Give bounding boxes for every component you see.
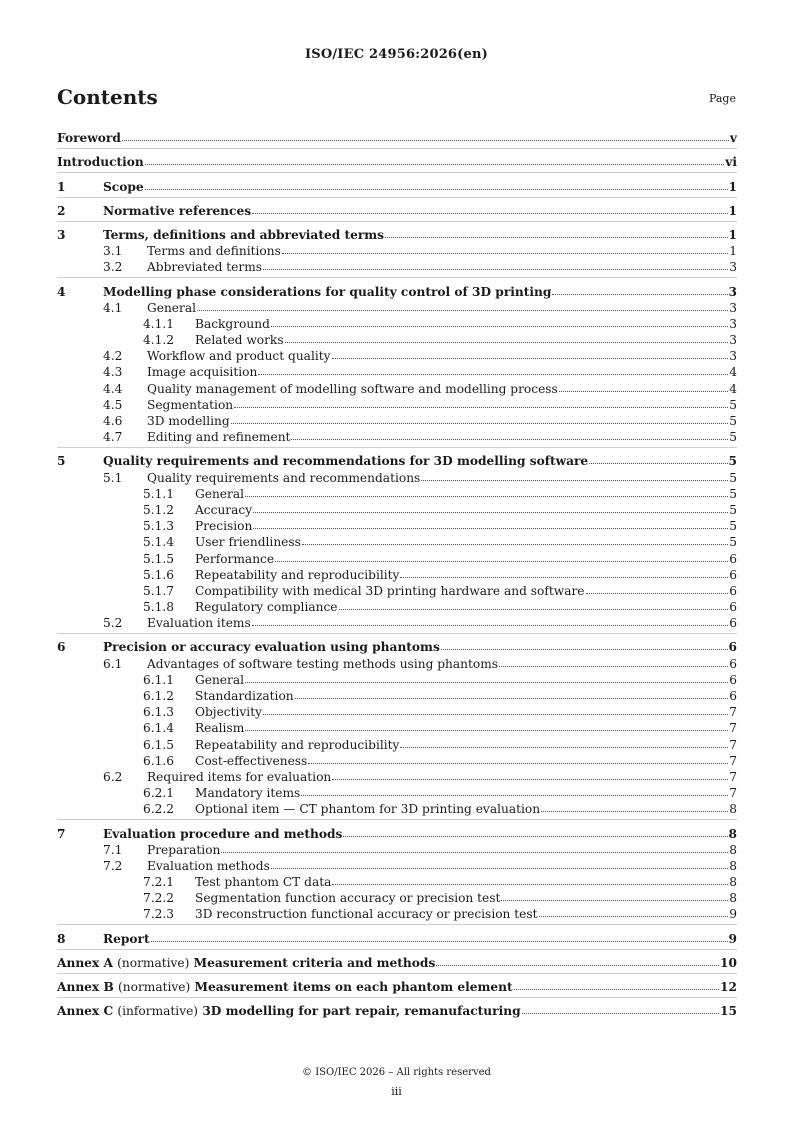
dot-leader xyxy=(308,763,728,764)
toc-entry-page: 6 xyxy=(729,672,737,687)
dot-leader xyxy=(151,941,728,942)
dot-leader xyxy=(559,391,728,392)
toc-entry-label: Optional item — CT phantom for 3D printing evaluation xyxy=(195,802,541,817)
dot-leader xyxy=(589,463,727,464)
toc-entry-page: 3 xyxy=(729,333,737,348)
toc-entry-page: 5 xyxy=(729,535,737,550)
dot-leader xyxy=(263,714,728,715)
toc-entry[interactable] xyxy=(57,468,737,484)
dot-leader xyxy=(234,407,728,408)
toc-entry-page: 6 xyxy=(728,640,737,655)
toc-entry[interactable] xyxy=(57,485,737,501)
toc-entry-page: 7 xyxy=(729,721,737,736)
toc-entry[interactable] xyxy=(57,582,737,598)
toc-entry-label: Mandatory items xyxy=(195,786,301,801)
dot-leader xyxy=(301,795,728,796)
dot-leader xyxy=(271,868,728,869)
toc-entry-label: Test phantom CT data xyxy=(195,875,332,890)
toc-entry-page: 4 xyxy=(729,365,737,380)
toc-entry[interactable] xyxy=(57,954,737,970)
toc-entry-page: 4 xyxy=(729,381,737,396)
page-title: Contents xyxy=(57,85,158,109)
toc-entry-label: Preparation xyxy=(147,842,221,857)
dot-leader xyxy=(282,253,728,254)
toc-entry-number: 5.1.7 xyxy=(143,583,175,598)
toc-entry-page: 8 xyxy=(729,842,737,857)
toc-entry[interactable] xyxy=(57,177,737,193)
toc-entry-page: 7 xyxy=(729,753,737,768)
toc-entry[interactable] xyxy=(57,638,737,654)
dot-leader xyxy=(245,730,728,731)
toc-entry-label: Compatibility with medical 3D printing hardware and software xyxy=(195,583,585,598)
annex-title: Measurement criteria and methods xyxy=(193,955,436,970)
section-divider xyxy=(57,148,737,149)
section-divider xyxy=(57,221,737,222)
annex-id: Annex B xyxy=(57,980,114,994)
toc-entry-page: 5 xyxy=(729,502,737,517)
toc-entry-number: 5.1.1 xyxy=(143,486,175,501)
toc-entry-number: 6.2.2 xyxy=(143,802,175,817)
toc-entry-label: 3D reconstruction functional accuracy or precision test xyxy=(195,907,538,922)
toc-entry-page: 7 xyxy=(729,705,737,720)
toc-entry[interactable] xyxy=(57,242,737,258)
dot-leader xyxy=(501,900,728,901)
toc-entry-page: 3 xyxy=(729,316,737,331)
dot-leader xyxy=(441,649,728,650)
annex-id: Annex C xyxy=(57,1004,114,1019)
toc-entry-label: Related works xyxy=(195,333,284,348)
dot-leader xyxy=(252,213,727,214)
toc-entry-number: 8 xyxy=(57,931,66,946)
annex-type: (normative) xyxy=(117,955,190,970)
toc-entry-page: v xyxy=(729,131,737,146)
section-divider xyxy=(57,924,737,925)
toc-entry-label: Background xyxy=(195,316,270,331)
toc-entry-page: 8 xyxy=(728,826,737,841)
toc-entry[interactable] xyxy=(57,501,737,517)
toc-entry-label: Evaluation procedure and methods xyxy=(103,826,343,841)
dot-leader xyxy=(400,747,728,748)
toc-entry[interactable] xyxy=(57,129,737,145)
toc-entry[interactable] xyxy=(57,258,737,274)
toc-entry-number: 6.1.3 xyxy=(143,705,175,720)
dot-leader xyxy=(275,561,728,562)
toc-entry-page: 1 xyxy=(728,203,737,218)
dot-leader xyxy=(258,374,728,375)
toc-entry-label: Realism xyxy=(195,721,245,736)
toc-entry-page: 3 xyxy=(729,260,737,275)
annex-type: (informative) xyxy=(117,1004,199,1019)
toc-entry-number: 5.1.8 xyxy=(143,600,175,615)
toc-entry-label: Report xyxy=(103,931,150,946)
toc-entry[interactable] xyxy=(57,452,737,468)
toc-entry-label xyxy=(57,980,513,994)
toc-entry[interactable] xyxy=(57,226,737,242)
toc-entry[interactable] xyxy=(57,412,737,428)
toc-entry-label: User friendliness xyxy=(195,535,301,550)
toc-entry-number: 6.1.2 xyxy=(143,689,175,703)
dot-leader xyxy=(197,310,728,311)
toc-entry-label: Advantages of software testing methods using phantoms xyxy=(147,656,499,671)
dot-leader xyxy=(231,423,729,424)
toc-entry-page: 3 xyxy=(729,349,737,364)
toc-entry-label: General xyxy=(195,486,244,501)
toc-entry-label: General xyxy=(195,672,244,687)
toc-entry[interactable] xyxy=(57,768,737,784)
dot-leader xyxy=(145,189,728,190)
toc-entry[interactable] xyxy=(57,857,737,873)
toc-entry-number: 6 xyxy=(57,640,66,655)
dot-leader xyxy=(245,682,728,683)
toc-entry-number: 7.2.1 xyxy=(143,875,175,890)
toc-entry-number: 4.6 xyxy=(103,414,123,428)
dot-leader xyxy=(221,852,728,853)
toc-entry[interactable] xyxy=(57,202,737,218)
toc-entry-page: 1 xyxy=(729,244,737,259)
toc-entry-page: 6 xyxy=(729,656,737,671)
section-divider xyxy=(57,172,737,173)
dot-leader xyxy=(541,811,728,812)
toc-entry-label: Repeatability and reproducibility xyxy=(195,737,400,752)
toc-entry-number: 3.1 xyxy=(103,244,123,259)
toc-entry-page: 5 xyxy=(729,519,737,534)
toc-entry[interactable] xyxy=(57,598,737,614)
toc-entry-page: 15 xyxy=(720,1004,737,1019)
dot-leader xyxy=(332,779,728,780)
toc-entry[interactable] xyxy=(57,800,737,816)
dot-leader xyxy=(499,666,728,667)
toc-entry-label: Quality management of modelling software and modelling process xyxy=(147,381,558,396)
toc-entry-page: 5 xyxy=(729,397,737,412)
toc-entry-label: Image acquisition xyxy=(147,365,258,380)
copyright-footer: © ISO/IEC 2026 – All rights reserved xyxy=(302,1067,491,1078)
toc-entry[interactable] xyxy=(57,614,737,630)
toc-entry-page: 10 xyxy=(720,955,737,970)
toc-entry[interactable] xyxy=(57,978,737,994)
toc-entry-number: 6.1.6 xyxy=(143,753,175,768)
dot-leader xyxy=(253,528,728,529)
toc-entry-label: Precision or accuracy evaluation using phantoms xyxy=(103,640,440,655)
toc-entry-page: 5 xyxy=(729,470,737,485)
toc-entry-label: Modelling phase considerations for quality control of 3D printing xyxy=(103,284,552,299)
toc-entry-label: Evaluation methods xyxy=(147,858,270,873)
toc-entry-number: 5 xyxy=(57,454,66,469)
toc-entry-number: 6.2.1 xyxy=(143,786,175,801)
toc-entry-number: 7.2 xyxy=(103,858,123,873)
dot-leader xyxy=(539,916,729,917)
toc-entry-label: Evaluation items xyxy=(147,616,251,631)
toc-entry-page: 7 xyxy=(729,737,737,752)
toc-entry-page: 3 xyxy=(728,284,737,299)
toc-entry-page: 9 xyxy=(729,907,737,922)
toc-entry-page: 5 xyxy=(729,430,737,445)
toc-entry-label: Accuracy xyxy=(195,502,253,517)
toc-entry-number: 1 xyxy=(57,179,66,194)
toc-entry-label: Quality requirements and recommendations xyxy=(147,470,421,485)
toc-entry-number: 3.2 xyxy=(103,260,123,275)
toc-entry[interactable] xyxy=(57,873,737,889)
toc-entry-number: 6.1.5 xyxy=(143,737,175,752)
annex-type: (normative) xyxy=(118,980,191,994)
toc-entry-page: 6 xyxy=(729,567,737,582)
toc-entry[interactable] xyxy=(57,299,737,315)
toc-entry-number: 6.2 xyxy=(103,769,123,784)
toc-entry[interactable] xyxy=(57,841,737,857)
toc-entry[interactable] xyxy=(57,347,737,363)
toc-entry-page: 12 xyxy=(720,980,737,994)
toc-entry-label: Foreword xyxy=(57,131,121,146)
toc-entry-page: 6 xyxy=(729,583,737,598)
dot-leader xyxy=(400,577,728,578)
toc-entry[interactable] xyxy=(57,153,737,169)
toc-entry-label: Segmentation function accuracy or precision test xyxy=(195,891,501,906)
dot-leader xyxy=(332,884,728,885)
toc-entry-page: vi xyxy=(725,155,737,170)
page-column-label: Page xyxy=(708,92,736,105)
toc-entry[interactable] xyxy=(57,824,737,840)
dot-leader xyxy=(552,294,727,295)
dot-leader xyxy=(302,544,728,545)
toc-entry[interactable] xyxy=(57,282,737,298)
toc-entry-page: 6 xyxy=(729,616,737,631)
toc-entry-label xyxy=(57,956,435,970)
toc-entry-label xyxy=(57,1004,521,1018)
toc-entry-label: Editing and refinement xyxy=(147,430,291,445)
toc-entry-label: Scope xyxy=(103,179,144,194)
toc-entry-number: 5.1.4 xyxy=(143,535,175,550)
toc-entry-label: Abbreviated terms xyxy=(147,260,263,275)
toc-entry-number: 5.1.5 xyxy=(143,551,175,566)
toc-entry-number: 3 xyxy=(57,227,66,242)
page-number: iii xyxy=(391,1085,402,1098)
toc-entry-page: 8 xyxy=(729,891,737,906)
section-divider xyxy=(57,447,737,448)
toc-entry[interactable] xyxy=(57,889,737,905)
toc-entry-number: 5.1.2 xyxy=(143,502,175,517)
toc-entry-number: 4.2 xyxy=(103,349,123,364)
annex-id: Annex A xyxy=(57,955,113,970)
section-divider xyxy=(57,197,737,198)
dot-leader xyxy=(295,698,729,699)
toc-entry-page: 9 xyxy=(728,931,737,946)
toc-entry[interactable] xyxy=(57,654,737,670)
dot-leader xyxy=(522,1013,719,1014)
toc-entry-number: 5.2 xyxy=(103,616,123,631)
toc-entry-number: 7.1 xyxy=(103,842,123,857)
section-divider xyxy=(57,949,737,950)
dot-leader xyxy=(339,609,729,610)
toc-entry-label: Performance xyxy=(195,551,275,566)
toc-entry-label: Segmentation xyxy=(147,397,234,412)
dot-leader xyxy=(285,342,729,343)
toc-entry-page: 5 xyxy=(728,454,737,469)
toc-entry[interactable] xyxy=(57,929,737,945)
toc-entry-page: 8 xyxy=(729,875,737,890)
toc-entry-number: 2 xyxy=(57,203,66,218)
section-divider xyxy=(57,819,737,820)
toc-entry-page: 6 xyxy=(729,551,737,566)
annex-title: 3D modelling for part repair, remanufacturing xyxy=(202,1004,521,1019)
toc-entry-label: Introduction xyxy=(57,155,144,170)
dot-leader xyxy=(332,358,729,359)
toc-entry-number: 4.1 xyxy=(103,300,123,315)
toc-entry-number: 4.3 xyxy=(103,365,123,380)
toc-entry-number: 4 xyxy=(57,284,66,299)
toc-entry-number: 4.1.1 xyxy=(143,316,175,331)
toc-entry-number: 5.1 xyxy=(103,470,123,485)
toc-entry[interactable] xyxy=(57,396,737,412)
document-header: ISO/IEC 24956:2026(en) xyxy=(304,47,489,62)
section-divider xyxy=(57,277,737,278)
toc-entry[interactable] xyxy=(57,905,737,921)
toc-entry-page: 8 xyxy=(729,858,737,873)
toc-entry-number: 5.1.3 xyxy=(143,519,175,534)
toc-entry-number: 7.2.3 xyxy=(143,907,175,922)
dot-leader xyxy=(514,989,719,990)
dot-leader xyxy=(436,965,719,966)
toc-entry[interactable] xyxy=(57,671,737,687)
toc-entry-number: 7 xyxy=(57,826,66,841)
toc-entry[interactable] xyxy=(57,735,737,751)
toc-entry[interactable] xyxy=(57,533,737,549)
toc-entry-number: 7.2.2 xyxy=(143,891,175,906)
dot-leader xyxy=(586,593,729,594)
toc-entry-number: 4.5 xyxy=(103,397,123,412)
toc-entry-number: 6.1.1 xyxy=(143,672,175,687)
toc-entry[interactable] xyxy=(57,428,737,444)
toc-entry-label: Terms and definitions xyxy=(147,244,281,259)
dot-leader xyxy=(271,326,728,327)
toc-entry[interactable] xyxy=(57,566,737,582)
toc-entry-label: Cost-effectiveness xyxy=(195,753,308,768)
toc-entry[interactable] xyxy=(57,703,737,719)
toc-entry-page: 5 xyxy=(729,414,737,428)
section-divider xyxy=(57,973,737,974)
dot-leader xyxy=(245,496,728,497)
toc-entry-label: Terms, definitions and abbreviated terms xyxy=(103,227,385,242)
dot-leader xyxy=(263,269,728,270)
toc-entry-label: Workflow and product quality xyxy=(147,349,331,364)
toc-entry-page: 1 xyxy=(728,179,737,194)
toc-entry-label: Required items for evaluation xyxy=(147,769,332,784)
toc-entry-page: 6 xyxy=(729,689,737,703)
toc-entry[interactable] xyxy=(57,549,737,565)
toc-entry-label: General xyxy=(147,300,196,315)
dot-leader xyxy=(122,140,729,141)
toc-entry-number: 4.4 xyxy=(103,381,123,396)
toc-entry-label: Repeatability and reproducibility xyxy=(195,567,400,582)
toc-entry-page: 7 xyxy=(729,786,737,801)
toc-entry-page: 7 xyxy=(729,769,737,784)
toc-entry-number: 6.1.4 xyxy=(143,721,175,736)
annex-title: Measurement items on each phantom element xyxy=(194,980,513,994)
toc-entry-label: Standardization xyxy=(195,689,294,703)
dot-leader xyxy=(145,164,724,165)
dot-leader xyxy=(343,836,727,837)
toc-entry[interactable] xyxy=(57,379,737,395)
table-of-contents xyxy=(57,129,737,1018)
section-divider xyxy=(57,997,737,998)
toc-entry[interactable] xyxy=(57,784,737,800)
toc-entry-label: Regulatory compliance xyxy=(195,600,338,615)
toc-entry-number: 4.7 xyxy=(103,430,123,445)
toc-entry-page: 1 xyxy=(728,227,737,242)
toc-entry[interactable] xyxy=(57,687,737,703)
toc-entry[interactable] xyxy=(57,1002,737,1018)
toc-entry-label: Normative references xyxy=(103,203,252,218)
toc-entry-number: 4.1.2 xyxy=(143,333,175,348)
toc-entry[interactable] xyxy=(57,331,737,347)
toc-entry[interactable] xyxy=(57,363,737,379)
dot-leader xyxy=(252,625,728,626)
toc-entry-number: 6.1 xyxy=(103,656,123,671)
section-divider xyxy=(57,633,737,634)
toc-entry-label: 3D modelling xyxy=(147,414,230,428)
toc-entry-page: 5 xyxy=(729,486,737,501)
toc-entry-page: 6 xyxy=(729,600,737,615)
dot-leader xyxy=(421,480,728,481)
dot-leader xyxy=(253,512,728,513)
toc-entry[interactable] xyxy=(57,315,737,331)
toc-entry[interactable] xyxy=(57,719,737,735)
toc-entry-label: Quality requirements and recommendations for 3D modelling software xyxy=(103,454,589,469)
toc-entry[interactable] xyxy=(57,752,737,768)
dot-leader xyxy=(291,439,728,440)
dot-leader xyxy=(385,237,727,238)
toc-entry-page: 3 xyxy=(729,300,737,315)
toc-entry[interactable] xyxy=(57,517,737,533)
toc-entry-page: 8 xyxy=(729,802,737,817)
toc-entry-label: Precision xyxy=(195,519,253,534)
toc-entry-label: Objectivity xyxy=(195,705,262,720)
toc-entry-number: 5.1.6 xyxy=(143,567,175,582)
